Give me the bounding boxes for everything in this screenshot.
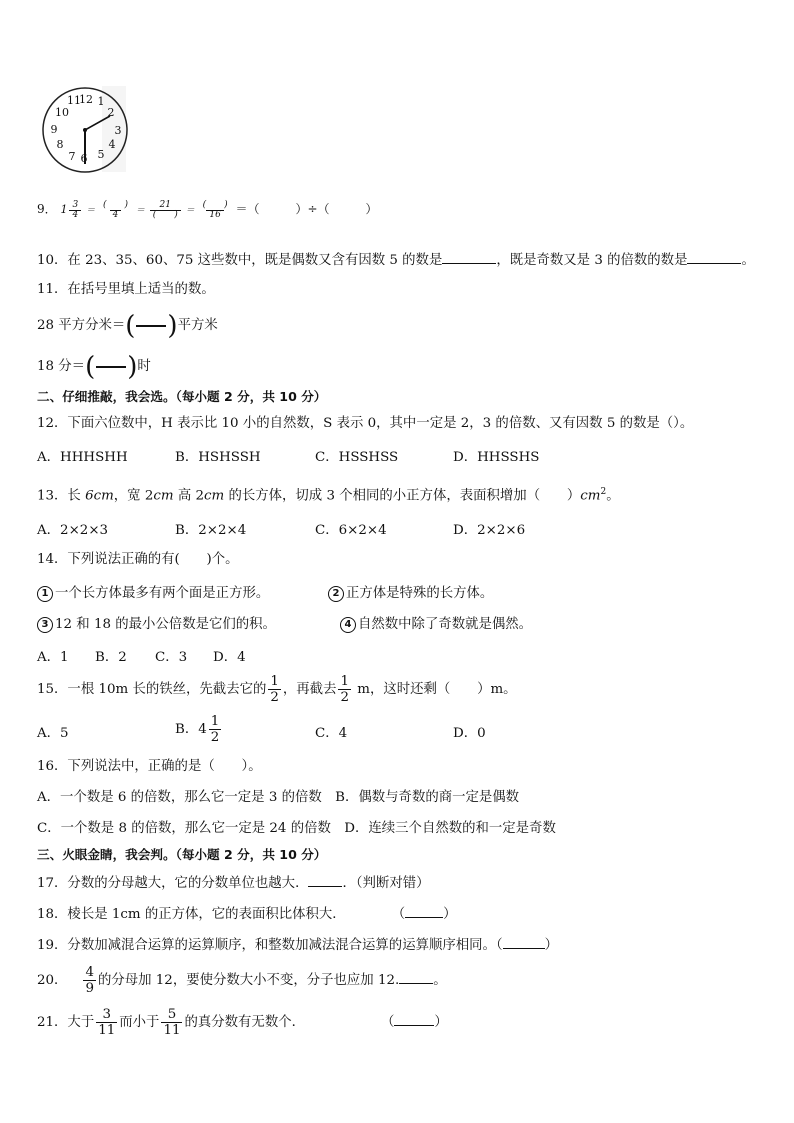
- clock-number: 11: [67, 94, 81, 107]
- clock-number: 9: [50, 123, 58, 136]
- q10-text-b: ，既是奇数又是 3 的倍数的数是: [496, 253, 688, 268]
- q9-equals: ＝: [86, 206, 96, 216]
- question-11-title: 11．在括号里填上适当的数。: [37, 282, 215, 297]
- q11-l2-left: 18 分＝: [37, 359, 86, 374]
- q13-option-d[interactable]: D．2×2×6: [453, 523, 526, 538]
- clock-number: 4: [108, 138, 116, 151]
- clock-number: 6: [80, 152, 88, 165]
- q14-option-c[interactable]: C．3: [155, 650, 188, 665]
- answer-blank[interactable]: [394, 1012, 434, 1026]
- question-21: 21．大于 $\frac{3}{11}$ 而小于 $\frac{5}{11}$ 的真分数有无数个． （ ）: [37, 1006, 448, 1038]
- question-16: 16．下列说法中，正确的是（ ）。: [37, 759, 262, 774]
- answer-blank[interactable]: [399, 970, 433, 984]
- question-11-line-1: [37, 312, 218, 340]
- q13-option-c[interactable]: C．6×2×4: [315, 523, 387, 538]
- clock-number: 8: [56, 138, 64, 151]
- question-9: 9． 1 $\frac{3}{4}$ ＝ $\frac{( )}{4}$ ＝ $\frac{21}{( )}$ ＝ $\frac{( )}{16}$ ＝（ ）÷（ ）: [37, 200, 378, 220]
- clock-number: 12: [79, 93, 93, 106]
- q14-option-d[interactable]: D．4: [213, 650, 246, 665]
- q9-whole: 1: [60, 203, 68, 216]
- q15-option-a[interactable]: A．5: [37, 726, 69, 741]
- q9-f2-num: 21: [159, 200, 171, 210]
- question-19: 19．分数加减混合运算的运算顺序，和整数加减法混合运算的运算顺序相同。（ ）: [37, 935, 558, 955]
- q14-option-a[interactable]: A．1: [37, 650, 69, 665]
- question-12: 12．下面六位数中，H 表示比 10 小的自然数，S 表示 0，其中一定是 2，3 的倍数、又有因数 5 的数是（）。: [37, 416, 694, 431]
- q9-tail: ＝（ ）÷（ ）: [235, 202, 378, 216]
- q15-option-d[interactable]: D．0: [453, 726, 486, 741]
- q16-options-line-1[interactable]: A．一个数是 6 的倍数，那么它一定是 3 的倍数 B．偶数与奇数的商一定是偶数: [37, 790, 520, 805]
- q13-unit: 6cm: [85, 488, 114, 504]
- q14-option-b[interactable]: B．2: [95, 650, 127, 665]
- clock-number: 3: [114, 124, 122, 137]
- clock-image: [38, 84, 134, 180]
- q13-option-b[interactable]: B．2×2×4: [175, 523, 247, 538]
- q9-f1-den: 4: [110, 210, 122, 220]
- clock-number: 10: [55, 106, 69, 119]
- clock-number: 1: [97, 95, 105, 108]
- q13-option-a[interactable]: A．2×2×3: [37, 523, 109, 538]
- q12-option-b[interactable]: B．HSHSSH: [175, 450, 261, 465]
- q12-option-d[interactable]: D．HHSSHS: [453, 450, 540, 465]
- q12-option-a[interactable]: A．HHHSHH: [37, 450, 128, 465]
- q14-statement-3: 3 12 和 18 的最小公倍数是它们的积。: [37, 613, 276, 633]
- question-10: [37, 250, 755, 270]
- answer-blank[interactable]: [687, 250, 741, 264]
- section-3-heading: 三、火眼金睛，我会判。（每小题 2 分，共 10 分）: [37, 847, 327, 862]
- q14-statement-1: 1 一个长方体最多有两个面是正方形。: [37, 582, 269, 602]
- q15-option-b[interactable]: B．4 $\frac{1}{2}$: [175, 713, 220, 745]
- answer-blank[interactable]: [405, 904, 443, 918]
- question-11-line-2: [37, 353, 151, 381]
- question-13: 13．长 6cm，宽 2cm 高 2cm 的长方体，切成 3 个相同的小正方体，表面积增加（ ）$cm^2$。: [37, 487, 620, 504]
- q9-f3-den: 16: [206, 210, 223, 220]
- question-18: 18．棱长是 1cm 的正方体，它的表面积比体积大． （ ）: [37, 904, 456, 924]
- clock-number: 7: [68, 150, 76, 163]
- q10-text-a: 10．在 23、35、60、75 这些数中，既是偶数又含有因数 5 的数是: [37, 253, 443, 268]
- question-20: 20． $\frac{4}{9}$ 的分母加 12，要使分数大小不变，分子也应加 12. 。: [37, 964, 447, 996]
- answer-blank[interactable]: [442, 250, 496, 264]
- answer-paren-box[interactable]: ( ): [125, 310, 178, 341]
- q16-options-line-2[interactable]: C．一个数是 8 的倍数，那么它一定是 24 的倍数 D．连续三个自然数的和一定是奇数: [37, 821, 556, 836]
- q9-frac-den: 4: [69, 210, 81, 220]
- q11-l2-right: 时: [137, 359, 151, 374]
- question-17: 17．分数的分母越大，它的分数单位也越大． ．（判断对错）: [37, 873, 430, 893]
- clock-number: 5: [97, 148, 105, 161]
- question-14: 14．下列说法正确的有( )个。: [37, 552, 239, 567]
- answer-paren-box[interactable]: ( ): [85, 351, 138, 382]
- q11-l1-right: 平方米: [177, 318, 218, 333]
- q15-option-c[interactable]: C．4: [315, 726, 348, 741]
- answer-blank[interactable]: [503, 935, 545, 949]
- question-15: 15．一根 10m 长的铁丝，先截去它的 $\frac{1}{2}$ ，再截去 $\frac{1}{2}$ m，这时还剩（ ）m。: [37, 673, 517, 705]
- q10-text-c: 。: [741, 253, 755, 268]
- q14-statement-2: 2 正方体是特殊的长方体。: [328, 582, 493, 602]
- q14-statement-4: 4 自然数中除了奇数就是偶然。: [340, 613, 532, 633]
- q9-frac-num: 3: [72, 200, 79, 210]
- answer-blank[interactable]: [308, 873, 342, 887]
- q9-number: 9．: [37, 202, 57, 216]
- clock-number: 2: [107, 106, 115, 119]
- q12-option-c[interactable]: C．HSSHSS: [315, 450, 399, 465]
- q11-l1-left: 28 平方分米＝: [37, 318, 126, 333]
- section-2-heading: 二、仔细推敲，我会选。（每小题 2 分，共 10 分）: [37, 389, 327, 404]
